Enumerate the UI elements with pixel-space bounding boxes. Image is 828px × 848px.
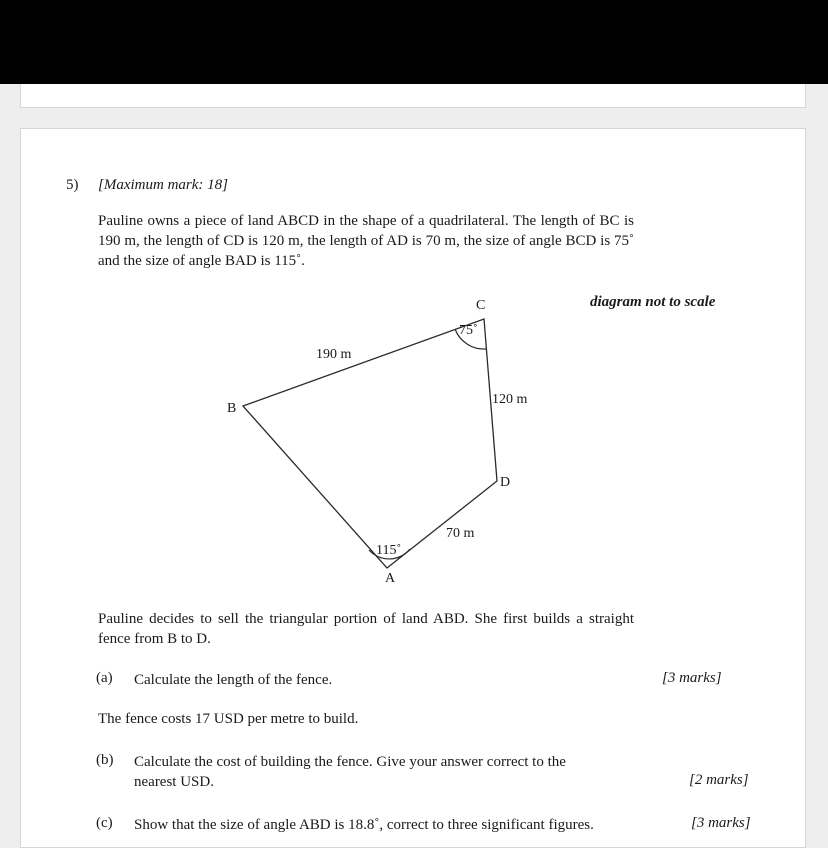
angle-a-label: 115˚ xyxy=(376,543,402,558)
part-c-marks: [3 marks] xyxy=(691,815,751,831)
side-ad-label: 70 m xyxy=(446,526,475,541)
cost-text: The fence costs 17 USD per metre to build. xyxy=(98,711,359,727)
side-cd-label: 120 m xyxy=(492,392,528,407)
diagram-note: diagram not to scale xyxy=(590,294,716,310)
part-a-text: Calculate the length of the fence. xyxy=(134,672,333,688)
part-b-label: (b) xyxy=(96,752,114,768)
part-b-marks: [2 marks] xyxy=(689,772,749,788)
vertex-d-label: D xyxy=(500,475,511,490)
part-a-marks: [3 marks] xyxy=(662,670,722,686)
vertex-b-label: B xyxy=(227,401,237,416)
question-number: 5) xyxy=(66,177,79,193)
vertex-a-label: A xyxy=(385,571,396,586)
part-b-text-line1: Calculate the cost of building the fence. Give your answer correct to the xyxy=(134,754,566,770)
part-c-label: (c) xyxy=(96,815,113,831)
vertex-c-label: C xyxy=(476,298,486,313)
angle-c-label: 75˚ xyxy=(459,323,478,338)
maximum-mark: [Maximum mark: 18] xyxy=(98,177,228,193)
question-intro: Pauline owns a piece of land ABCD in the shape of a quadrilateral. The length of BC is 190 m, the length of CD is 120 m, the length of AD is 70 m, the size of angle BCD is 75˚ and the size of angle BAD is 115˚. xyxy=(98,213,634,269)
part-c-text: Show that the size of angle ABD is 18.8˚, correct to three significant figures. xyxy=(134,817,594,833)
fence-paragraph: Pauline decides to sell the triangular portion of land ABD. She first builds a straight fence from B to D. xyxy=(98,611,634,647)
part-a-label: (a) xyxy=(96,670,113,686)
side-bc-label: 190 m xyxy=(316,347,352,362)
part-b-text-line2: nearest USD. xyxy=(134,774,214,790)
